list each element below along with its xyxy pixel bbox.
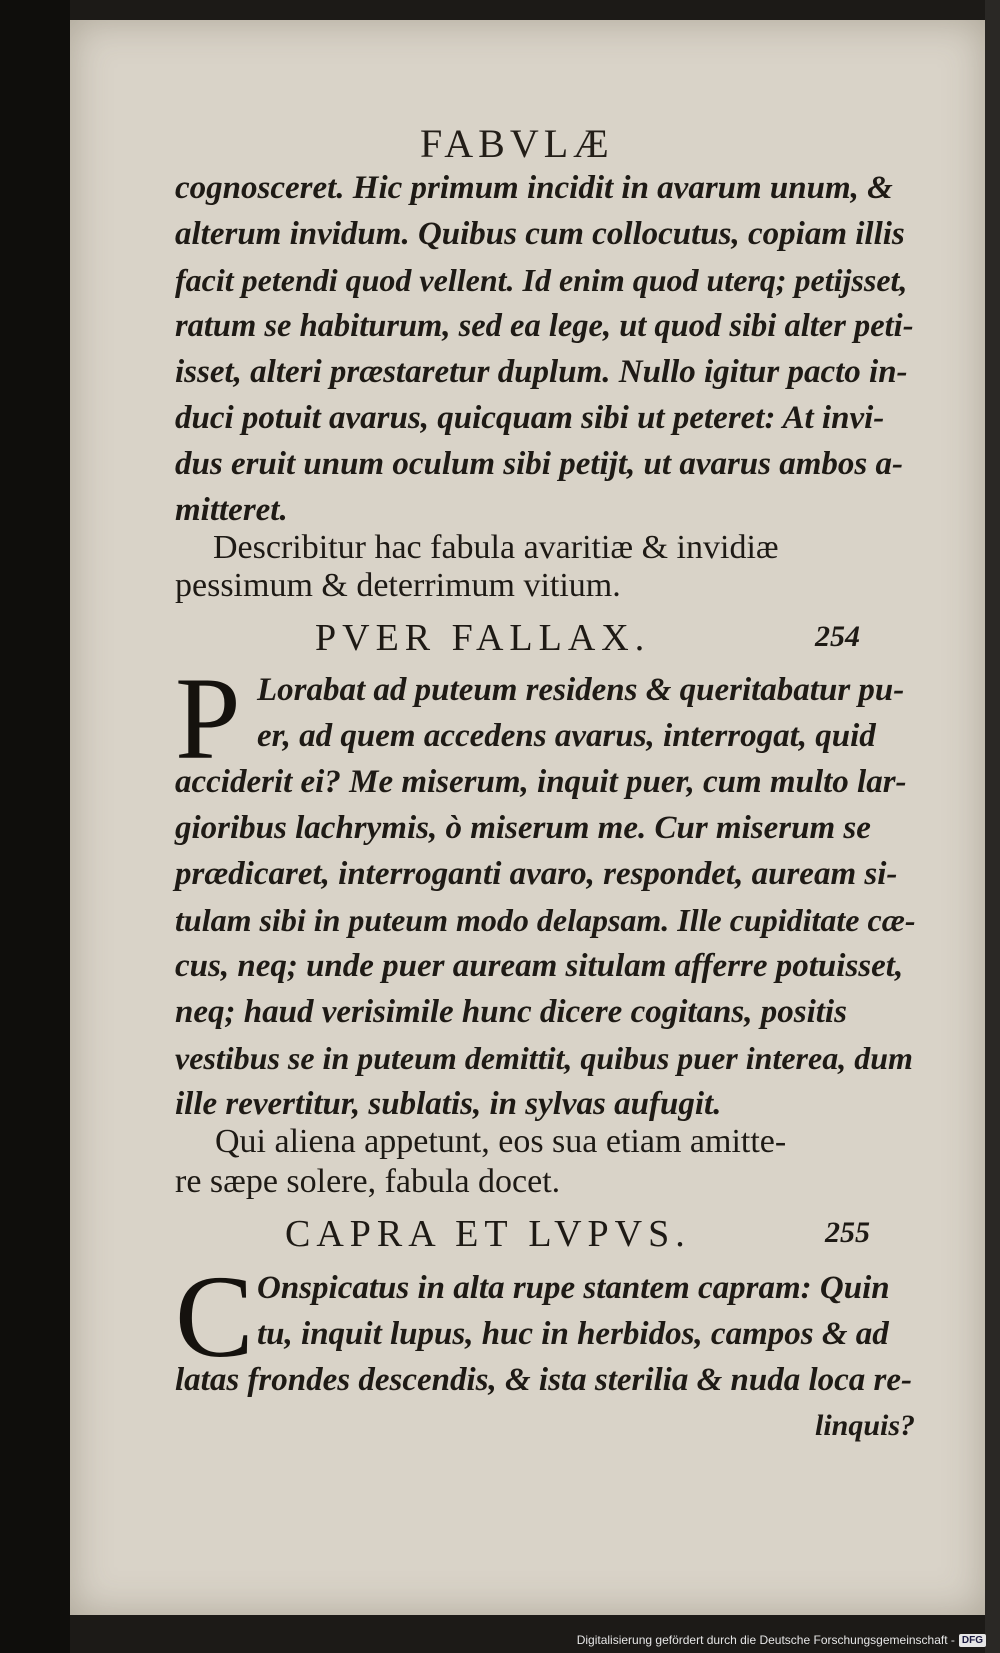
drop-cap: C <box>175 1251 254 1382</box>
fable-title: PVER FALLAX. <box>315 617 651 659</box>
fable-line: Lorabat ad puteum residens & queritabatur pu- <box>257 672 905 708</box>
fable-end-line: cognosceret. Hic primum incidit in avarum unum, & <box>175 170 893 206</box>
moral-line: pessimum & deterrimum vitium. <box>175 567 621 604</box>
fable-end-line: duci potuit avarus, quicquam sibi ut peteret: At invi- <box>175 400 885 436</box>
book-spine-shadow <box>0 0 70 1653</box>
fable-end-line: facit petendi quod vellent. Id enim quod uterq; petijsset, <box>175 262 908 298</box>
page-edge <box>985 0 1000 1653</box>
fable-line: linquis? <box>815 1409 916 1442</box>
fable-line: acciderit ei? Me miserum, inquit puer, cum multo lar- <box>175 764 907 800</box>
fable-line: cus, neq; unde puer auream situlam afferre potuisset, <box>175 948 904 984</box>
fable-end-line: alterum invidum. Quibus cum collocutus, copiam illis <box>175 216 905 252</box>
credit-text: Digitalisierung gefördert durch die Deutsche Forschungsgemeinschaft - <box>576 1633 955 1647</box>
digitization-credit <box>577 1633 986 1647</box>
fable-line: latas frondes descendis, & ista sterilia & nuda loca re- <box>175 1362 913 1398</box>
fable-end-line: isset, alteri præstaretur duplum. Nullo igitur pacto in- <box>175 354 908 390</box>
fable-line: vestibus se in puteum demittit, quibus puer interea, dum <box>175 1040 913 1076</box>
fable-number: 254 <box>815 620 860 653</box>
fable-line: gioribus lachrymis, ò miserum me. Cur miserum se <box>175 810 871 846</box>
fable-end-line: dus eruit unum oculum sibi petijt, ut avarus ambos a- <box>175 446 903 482</box>
fable-line: ille revertitur, sublatis, in sylvas aufugit. <box>175 1086 722 1122</box>
fable-end-line: ratum se habiturum, sed ea lege, ut quod sibi alter peti- <box>175 308 914 344</box>
fable-line: neq; haud verisimile hunc dicere cogitans, positis <box>175 994 847 1030</box>
dfg-logo: DFG <box>959 1634 986 1647</box>
moral-line: re sæpe solere, fabula docet. <box>175 1163 561 1200</box>
fable-number: 255 <box>825 1216 870 1249</box>
fable-end-line: mitteret. <box>175 492 288 528</box>
fable-line: tulam sibi in puteum modo delapsam. Ille cupiditate cæ- <box>175 902 916 938</box>
moral-line: Describitur hac fabula avaritiæ & invidiæ <box>213 529 779 566</box>
fable-title: CAPRA ET LVPVS. <box>285 1213 691 1255</box>
fable-line: tu, inquit lupus, huc in herbidos, campos & ad <box>257 1316 889 1352</box>
fable-line: er, ad quem accedens avarus, interrogat, quid <box>257 718 876 754</box>
drop-cap: P <box>175 653 241 784</box>
moral-line: Qui aliena appetunt, eos sua etiam amitte- <box>215 1123 787 1160</box>
fable-line: Onspicatus in alta rupe stantem capram: Quin <box>257 1270 890 1306</box>
running-header: FABVLÆ <box>420 121 614 166</box>
fable-line: prædicaret, interroganti avaro, respondet, auream si- <box>175 856 898 892</box>
